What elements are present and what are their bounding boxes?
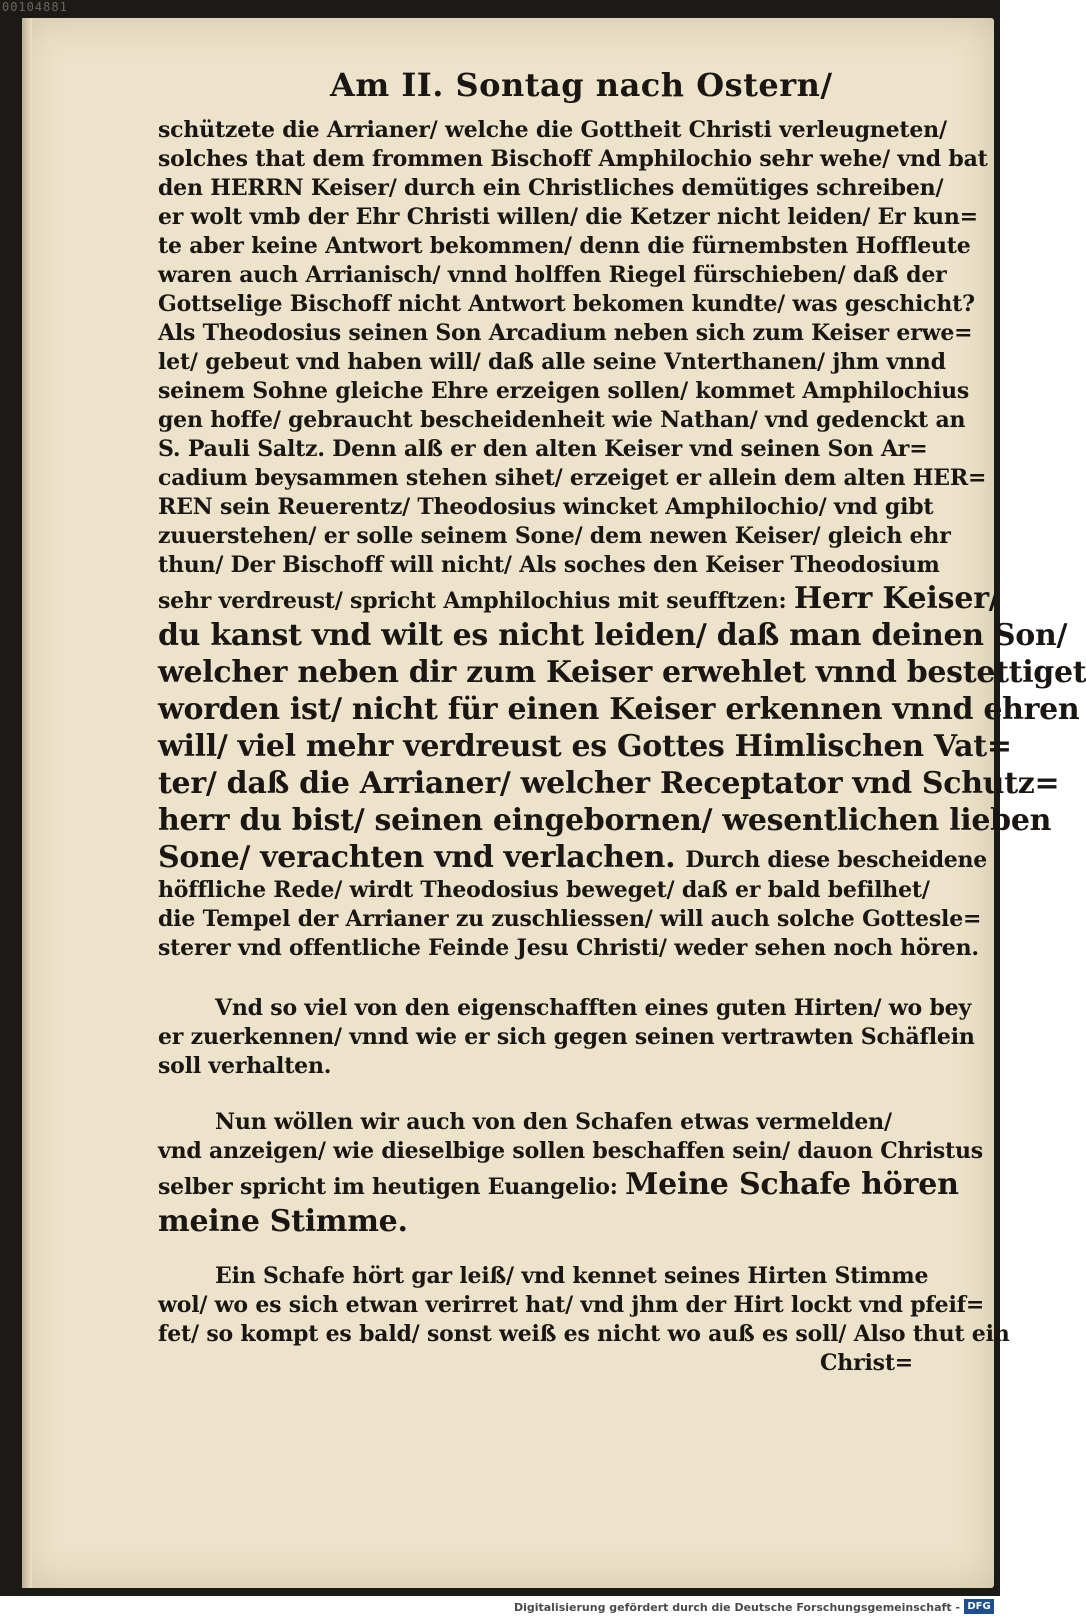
paragraph-first-line: Ein Schafe hört gar leiß/ vnd kennet seines Hirten Stimme bbox=[215, 1263, 929, 1289]
emphasized-line: ter/ daß die Arrianer/ welcher Receptator vnd Schutz= bbox=[158, 766, 1060, 801]
emphasized-line: worden ist/ nicht für einen Keiser erkennen vnnd ehren bbox=[158, 692, 1080, 727]
text-line: S. Pauli Saltz. Denn alß er den alten Keiser vnd seinen Son Ar= bbox=[158, 436, 928, 462]
text-line: schützete die Arrianer/ welche die Gottheit Christi verleugneten/ bbox=[158, 117, 947, 143]
text-line: vnd anzeigen/ wie dieselbige sollen beschaffen sein/ dauon Christus bbox=[158, 1138, 983, 1164]
dfg-logo: DFG bbox=[964, 1599, 994, 1614]
text-line: solches that dem frommen Bischoff Amphilochio sehr wehe/ vnd bat bbox=[158, 146, 988, 172]
emphasized-line: will/ viel mehr verdreust es Gottes Himlischen Vat= bbox=[158, 729, 1012, 764]
text-line: er wolt vmb der Ehr Christi willen/ die Ketzer nicht leiden/ Er kun= bbox=[158, 204, 978, 230]
text-line-mixed bbox=[158, 580, 1000, 617]
footer-credit: Digitalisierung gefördert durch die Deutsche Forschungsgemeinschaft - bbox=[513, 1601, 960, 1614]
emphasized-speech: Herr Keiser/ bbox=[793, 581, 1000, 616]
text-line: höffliche Rede/ wirdt Theodosius beweget/ daß er bald befilhet/ bbox=[158, 877, 930, 903]
emphasized-line: herr du bist/ seinen eingebornen/ wesentlichen lieben bbox=[158, 803, 1052, 838]
text-line: Gottselige Bischoff nicht Antwort bekomen kundte/ was geschicht? bbox=[158, 291, 975, 317]
page-binding-edge bbox=[22, 18, 32, 1588]
emphasized-speech-end: Sone/ verachten vnd verlachen. bbox=[158, 840, 676, 875]
text-line: sterer vnd offentliche Feinde Jesu Christi/ weder sehen noch hören. bbox=[158, 935, 979, 961]
text-line: den HERRN Keiser/ durch ein Christliches demütiges schreiben/ bbox=[158, 175, 944, 201]
text-normal-part: selber spricht im heutigen Euangelio: bbox=[158, 1174, 618, 1200]
paragraph-first-line: Nun wöllen wir auch von den Schafen etwas vermelden/ bbox=[215, 1109, 892, 1135]
text-line: wol/ wo es sich etwan verirret hat/ vnd jhm der Hirt lockt vnd pfeif= bbox=[158, 1292, 985, 1318]
text-line: te aber keine Antwort bekommen/ denn die fürnembsten Hoffleute bbox=[158, 233, 971, 259]
quoted-scripture: Meine Schafe hören bbox=[625, 1167, 959, 1202]
text-normal-part: sehr verdreust/ spricht Amphilochius mit seufftzen: bbox=[158, 588, 787, 614]
paragraph-first-line: Vnd so viel von den eigenschafften eines guten Hirten/ wo bey bbox=[215, 995, 972, 1021]
text-line-mixed bbox=[158, 1166, 959, 1203]
text-normal-part: Durch diese bescheidene bbox=[685, 847, 987, 873]
text-line-mixed bbox=[158, 839, 987, 876]
scan-id: 00104881 bbox=[2, 0, 68, 14]
text-line: soll verhalten. bbox=[158, 1053, 332, 1079]
text-line: REN sein Reuerentz/ Theodosius wincket Amphilochio/ vnd gibt bbox=[158, 494, 934, 520]
text-line: er zuerkennen/ vnnd wie er sich gegen seinen vertrawten Schäflein bbox=[158, 1024, 975, 1050]
text-line: thun/ Der Bischoff will nicht/ Als soches den Keiser Theodosium bbox=[158, 552, 940, 578]
text-line: let/ gebeut vnd haben will/ daß alle seine Vnterthanen/ jhm vnnd bbox=[158, 349, 946, 375]
text-line: die Tempel der Arrianer zu zuschliessen/ will auch solche Gottesle= bbox=[158, 906, 982, 932]
quoted-scripture: meine Stimme. bbox=[158, 1204, 408, 1239]
emphasized-line: du kanst vnd wilt es nicht leiden/ daß man deinen Son/ bbox=[158, 618, 1068, 653]
text-line: Als Theodosius seinen Son Arcadium neben sich zum Keiser erwe= bbox=[158, 320, 973, 346]
text-line: fet/ so kompt es bald/ sonst weiß es nicht wo auß es soll/ Also thut ein bbox=[158, 1321, 1010, 1347]
text-line: gen hoffe/ gebraucht bescheidenheit wie Nathan/ vnd gedenckt an bbox=[158, 407, 966, 433]
running-header: Am II. Sontag nach Ostern/ bbox=[330, 66, 833, 104]
text-line: seinem Sohne gleiche Ehre erzeigen sollen/ kommet Amphilochius bbox=[158, 378, 970, 404]
text-line: zuuerstehen/ er solle seinem Sone/ dem newen Keiser/ gleich ehr bbox=[158, 523, 951, 549]
emphasized-line: welcher neben dir zum Keiser erwehlet vnnd bestettiget bbox=[158, 655, 1086, 690]
text-line: cadium beysammen stehen sihet/ erzeiget er allein dem alten HER= bbox=[158, 465, 987, 491]
catchword: Christ= bbox=[820, 1350, 914, 1376]
text-line: waren auch Arrianisch/ vnnd holffen Riegel fürschieben/ daß der bbox=[158, 262, 947, 288]
